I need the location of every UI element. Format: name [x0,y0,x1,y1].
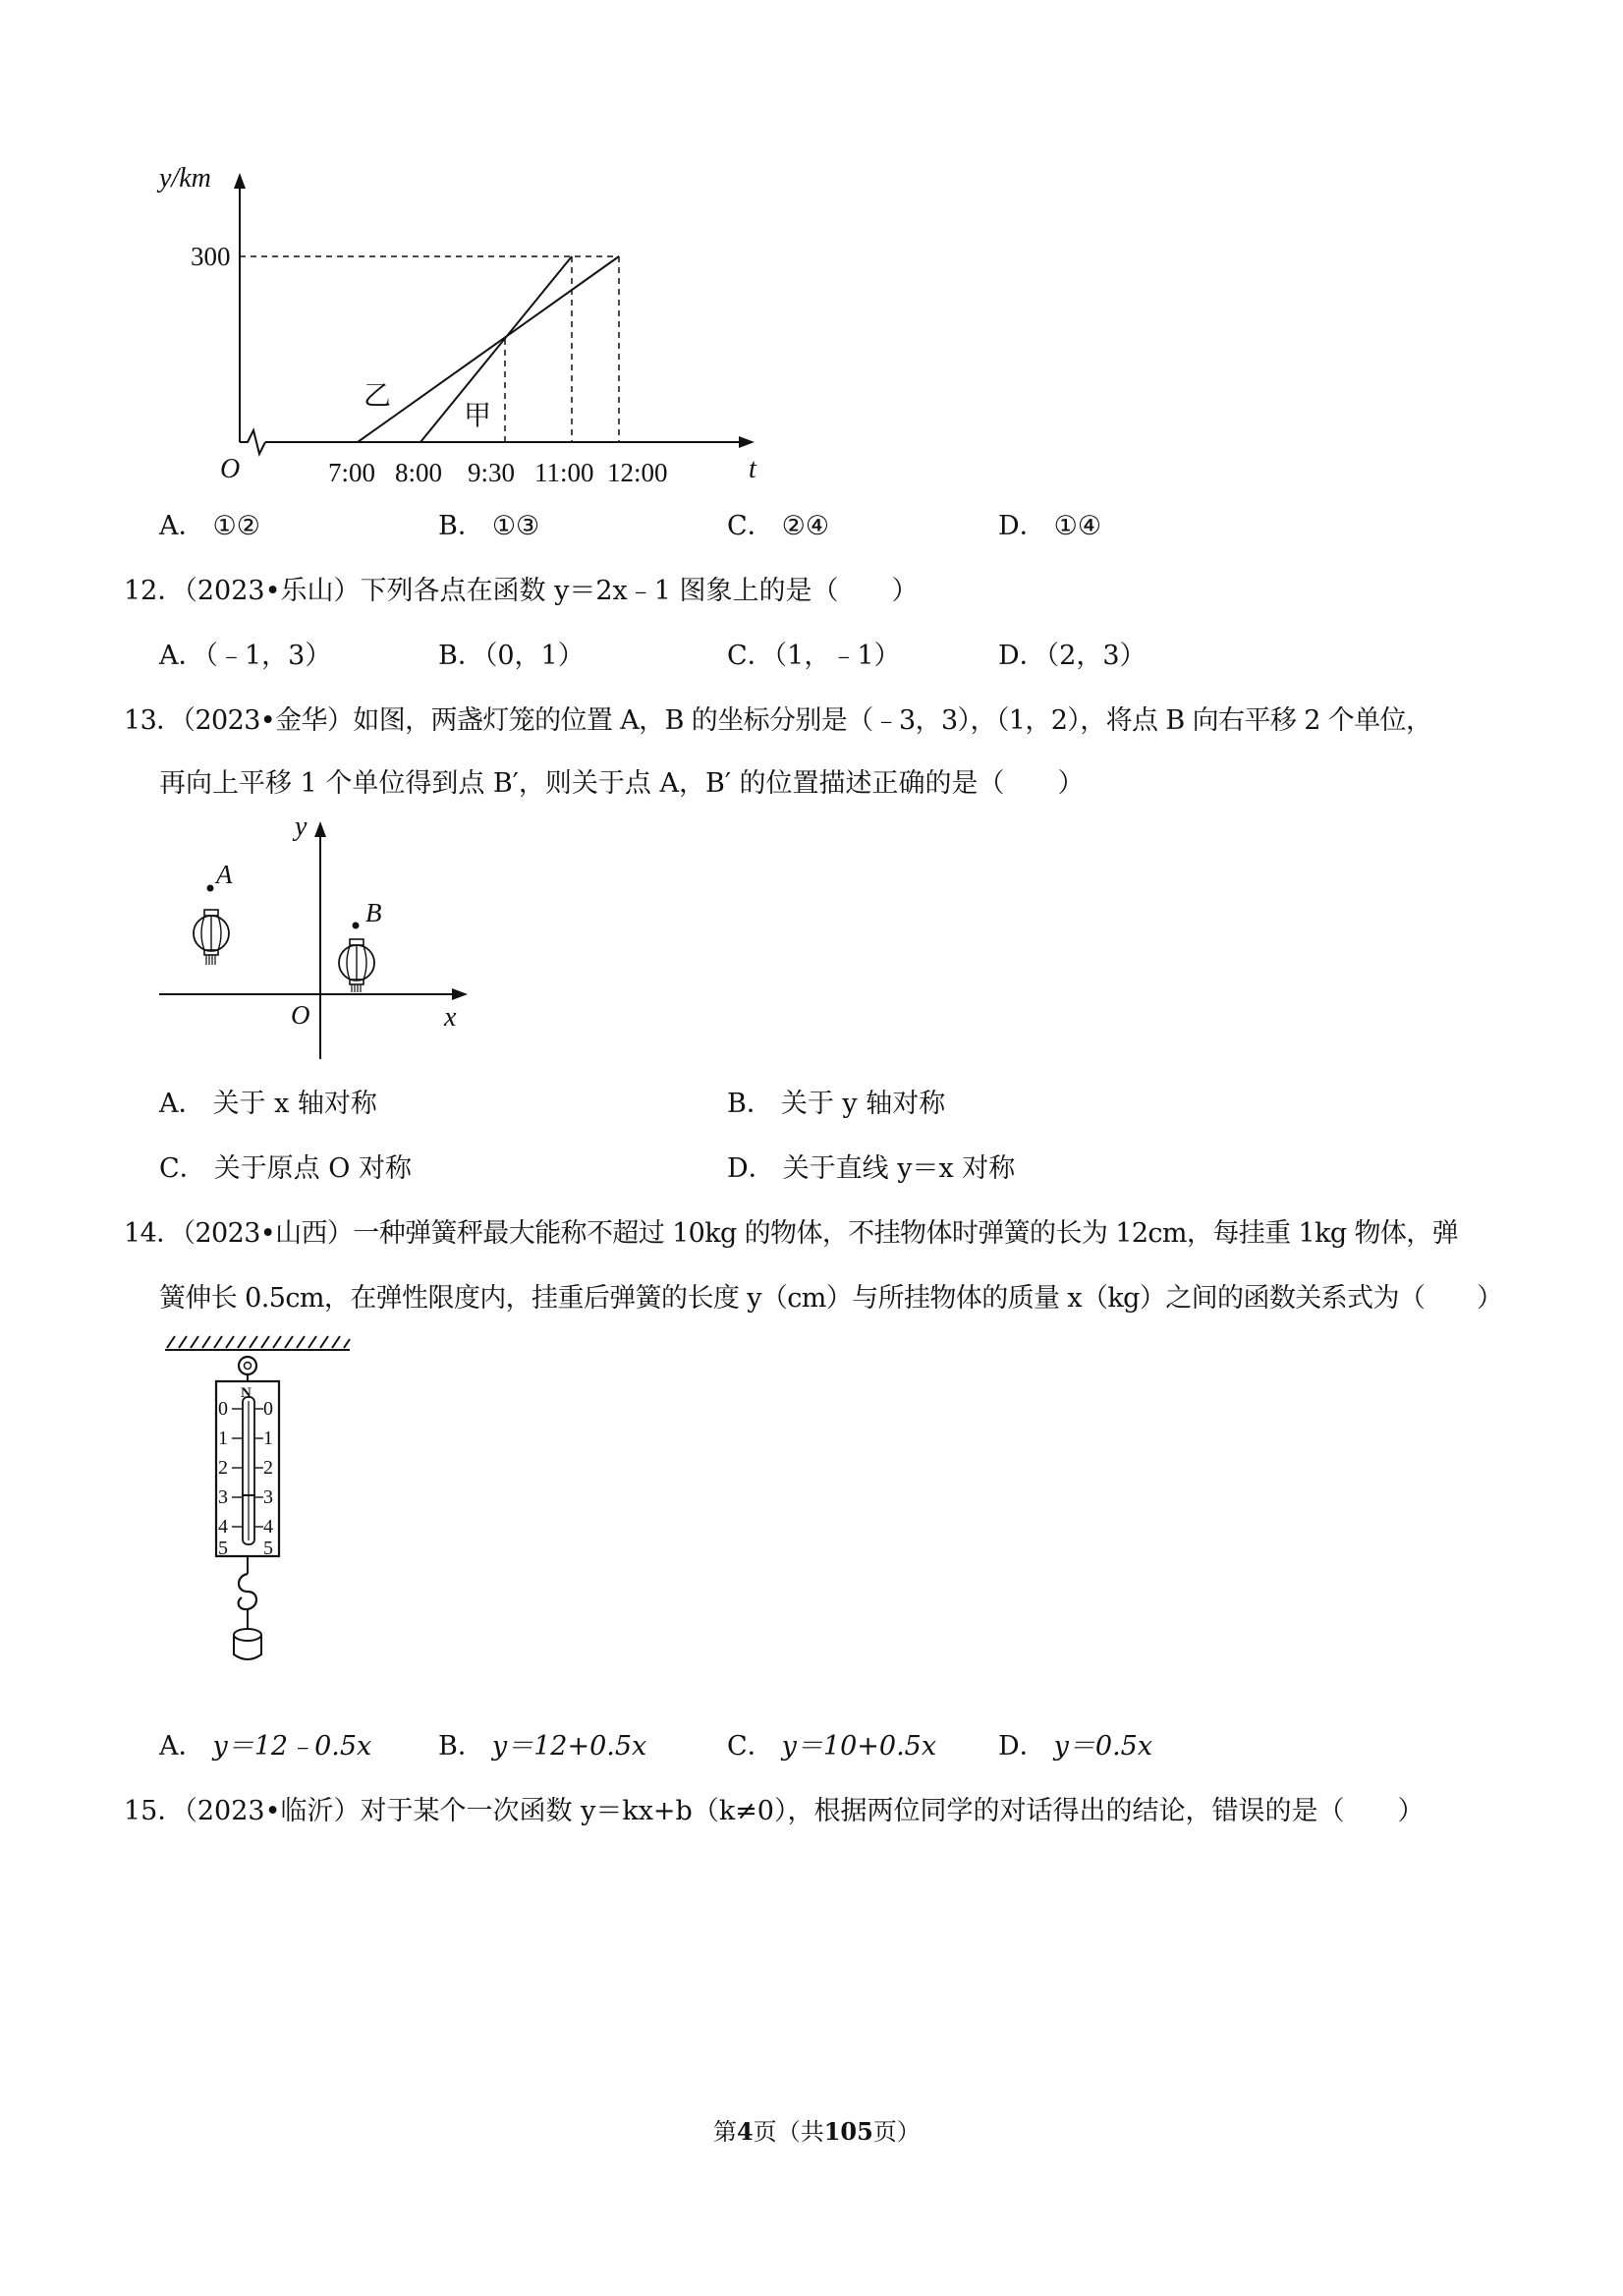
tick-right-0: 0 [263,1398,273,1420]
q11-option-d-text: ①④ [1053,511,1102,541]
scale-top-letter: N [241,1385,252,1401]
q13-option-b-letter: B． [727,1089,773,1119]
q13-option-c-letter: C． [159,1153,206,1184]
q11-option-c-text: ②④ [781,511,830,541]
x-tick-4: 12:00 [607,458,668,487]
tick-left-1: 1 [218,1428,228,1449]
top-ring [239,1357,256,1374]
tick-right-3: 3 [263,1486,273,1508]
q12-option-c-text: （1，﹣1） [773,641,901,671]
q14-option-d-letter: D． [998,1731,1046,1762]
q12-option-d-text: （2，3） [1045,641,1147,671]
tick-right-4: 4 [263,1516,273,1538]
ceiling-hatch [165,1336,350,1350]
q15-stem: 15．（2023•临沂）对于某个一次函数 y＝kx+b（k≠0），根据两位同学的对话得出的结论，错误的是（ ） [124,1796,1425,1826]
q13-stem-line2: 再向上平移 1 个单位得到点 B′，则关于点 A，B′ 的位置描述正确的是（ ） [159,768,1085,799]
q13-option-a-text: 关于 x 轴对称 [212,1089,377,1119]
tick-right-5: 5 [263,1538,273,1559]
q14-stem-line2: 簧伸长 0.5cm，在弹性限度内，挂重后弹簧的长度 y（cm）与所挂物体的质量 x（kg）之间的函数关系式为（ ） [159,1283,1503,1314]
footer-middle: 页（共 [753,2118,824,2146]
q12-option-d[interactable] [998,639,1147,674]
q11-option-a[interactable] [159,509,260,544]
q12-option-c[interactable] [727,639,901,674]
weight-icon [234,1629,261,1659]
q12-option-b[interactable] [438,639,585,674]
q12-option-d-letter: D． [998,641,1046,671]
q14-option-b[interactable] [438,1729,646,1764]
tick-right-2: 2 [263,1457,273,1479]
q11-option-a-letter: A． [159,511,205,541]
lantern-coordinate-figure [147,812,481,1067]
point-a-label: A [216,860,233,889]
point-b-dot [353,923,360,929]
q13-option-a-letter: A． [159,1089,205,1119]
tick-right-1: 1 [263,1428,273,1449]
q13-option-b-text: 关于 y 轴对称 [780,1089,946,1119]
y-axis-arrow [314,821,326,837]
scale-ticks-right [263,1398,273,1559]
tick-left-5: 5 [218,1538,228,1559]
tick-left-2: 2 [218,1457,228,1479]
q14-option-b-letter: B． [438,1731,484,1762]
q13-option-c-text: 关于原点 O 对称 [213,1153,412,1184]
q13-option-b[interactable] [727,1087,945,1122]
q14-option-a-letter: A． [159,1731,205,1762]
q11-option-a-text: ①② [212,511,260,541]
q14-option-a-text: y＝12﹣0.5x [212,1731,372,1762]
q13-stem-line1: 13．（2023•金华）如图，两盏灯笼的位置 A，B 的坐标分别是（﹣3，3），（1，2），将点 B 向右平移 2 个单位， [124,705,1432,736]
q13-option-d-text: 关于直线 y＝x 对称 [782,1153,1016,1184]
q13-option-d-letter: D． [727,1153,775,1184]
q11-option-b-letter: B． [438,511,484,541]
q11-option-d-letter: D． [998,511,1046,541]
q12-option-c-letter: C． [727,641,774,671]
x-axis-label: x [444,1002,457,1033]
footer-page-number: 4 [737,2117,754,2146]
scale-ticks-left [218,1398,228,1559]
hook-icon [239,1574,256,1609]
q12-option-a[interactable] [159,639,331,674]
page-footer [713,2112,921,2147]
y-axis-arrow [234,173,246,189]
q14-stem-line1: 14．（2023•山西）一种弹簧秤最大能称不超过 10kg 的物体，不挂物体时弹簧的长为 12cm，每挂重 1kg 物体，弹 [124,1218,1459,1249]
x-tick-1: 8:00 [395,458,443,487]
q11-option-c[interactable] [727,509,829,544]
spring-scale-figure [157,1334,354,1708]
q12-option-a-text: （﹣1，3） [204,641,332,671]
q13-option-c[interactable] [159,1151,412,1187]
q13-option-a[interactable] [159,1087,377,1122]
tick-left-0: 0 [218,1398,228,1420]
q14-option-d[interactable] [998,1729,1152,1764]
q14-option-a[interactable] [159,1729,371,1764]
origin-label: O [220,454,241,484]
y-axis-label: y/km [159,163,211,194]
point-a-dot [207,885,214,892]
tick-left-4: 4 [218,1516,228,1538]
q14-option-c-letter: C． [727,1731,774,1762]
x-axis-label: t [749,454,756,484]
lantern-icon-b [339,939,374,992]
x-axis-arrow [452,988,468,1000]
distance-time-graph [147,157,776,491]
y-axis-label: y [295,812,308,842]
q11-option-d[interactable] [998,509,1101,544]
q14-option-c[interactable] [727,1729,936,1764]
footer-total-pages: 105 [823,2117,873,2146]
line-label-yi: 乙 [364,379,392,412]
q11-option-b[interactable] [438,509,539,544]
point-b-label: B [365,898,382,927]
line-jia [420,256,572,442]
line-label-jia: 甲 [464,399,492,431]
q14-option-d-text: y＝0.5x [1053,1731,1153,1762]
q14-option-c-text: y＝10+0.5x [781,1731,937,1762]
footer-suffix: 页） [872,2118,921,2146]
q12-option-b-text: （0，1） [483,641,585,671]
x-tick-0: 7:00 [328,458,376,487]
origin-label: O [291,1000,310,1030]
tick-left-3: 3 [218,1486,228,1508]
y-tick-300: 300 [191,242,231,271]
q12-option-b-letter: B． [438,641,484,671]
q13-option-d[interactable] [727,1151,1015,1187]
q12-stem: 12．（2023•乐山）下列各点在函数 y＝2x﹣1 图象上的是（ ） [124,576,919,606]
footer-prefix: 第 [713,2118,737,2146]
q11-option-c-letter: C． [727,511,774,541]
x-axis-break [240,430,265,454]
x-tick-3: 11:00 [534,458,594,487]
x-axis-arrow [739,436,755,448]
q14-option-b-text: y＝12+0.5x [491,1731,647,1762]
q12-option-a-letter: A． [159,641,205,671]
lantern-icon-a [194,910,229,965]
x-tick-2: 9:30 [468,458,516,487]
q11-option-b-text: ①③ [491,511,540,541]
